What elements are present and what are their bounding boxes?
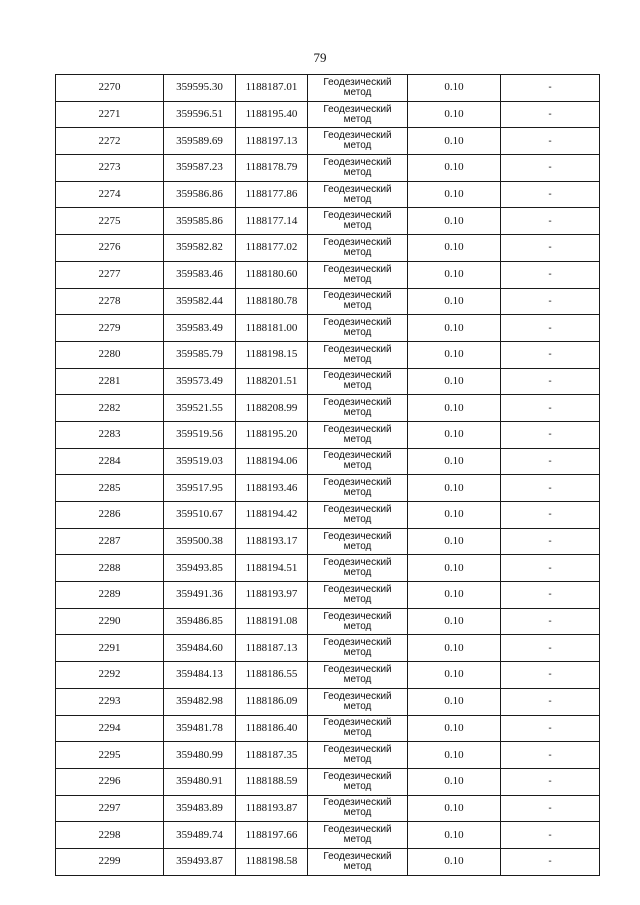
accuracy-cell: 0.10 <box>408 608 501 635</box>
point-number-cell: 2284 <box>56 448 164 475</box>
table-row <box>56 742 600 769</box>
x-coordinate-cell: 359493.85 <box>164 555 236 582</box>
note-cell: - <box>501 235 600 262</box>
accuracy-cell: 0.10 <box>408 288 501 315</box>
table-row <box>56 768 600 795</box>
method-label-line2: метод <box>343 380 372 392</box>
x-coordinate-cell: 359491.36 <box>164 582 236 609</box>
method-label-line1: Геодезический <box>323 717 392 729</box>
accuracy-cell: 0.10 <box>408 795 501 822</box>
x-coordinate-cell: 359583.46 <box>164 261 236 288</box>
x-coordinate-cell: 359484.60 <box>164 635 236 662</box>
table-row <box>56 181 600 208</box>
x-coordinate-cell: 359480.91 <box>164 768 236 795</box>
note-cell: - <box>501 582 600 609</box>
table-row <box>56 662 600 689</box>
y-coordinate-cell: 1188188.59 <box>236 768 308 795</box>
point-number-cell: 2280 <box>56 341 164 368</box>
point-number-cell: 2278 <box>56 288 164 315</box>
note-cell: - <box>501 315 600 342</box>
method-label-line1: Геодезический <box>323 423 392 435</box>
x-coordinate-cell: 359481.78 <box>164 715 236 742</box>
note-cell: - <box>501 128 600 155</box>
method-label-line1: Геодезический <box>323 156 392 168</box>
table-row <box>56 502 600 529</box>
y-coordinate-cell: 1188198.58 <box>236 848 308 875</box>
accuracy-cell: 0.10 <box>408 181 501 208</box>
x-coordinate-cell: 359582.82 <box>164 235 236 262</box>
accuracy-cell: 0.10 <box>408 448 501 475</box>
method-label-line1: Геодезический <box>323 343 392 355</box>
point-number-cell: 2274 <box>56 181 164 208</box>
method-label-line2: метод <box>343 647 372 659</box>
method-label-line1: Геодезический <box>323 503 392 515</box>
x-coordinate-cell: 359493.87 <box>164 848 236 875</box>
x-coordinate-cell: 359583.49 <box>164 315 236 342</box>
point-number-cell: 2275 <box>56 208 164 235</box>
y-coordinate-cell: 1188194.42 <box>236 502 308 529</box>
accuracy-cell: 0.10 <box>408 208 501 235</box>
x-coordinate-cell: 359482.98 <box>164 688 236 715</box>
table-row <box>56 368 600 395</box>
method-cell <box>308 822 408 849</box>
method-label-line1: Геодезический <box>323 130 392 142</box>
point-number-cell: 2289 <box>56 582 164 609</box>
y-coordinate-cell: 1188178.79 <box>236 155 308 182</box>
x-coordinate-cell: 359521.55 <box>164 395 236 422</box>
method-label-line1: Геодезический <box>323 690 392 702</box>
method-label-line2: метод <box>343 780 372 792</box>
note-cell: - <box>501 742 600 769</box>
table-row <box>56 235 600 262</box>
method-label-line1: Геодезический <box>323 770 392 782</box>
accuracy-cell: 0.10 <box>408 475 501 502</box>
method-label-line2: метод <box>343 860 372 872</box>
method-label-line1: Геодезический <box>323 530 392 542</box>
point-number-cell: 2286 <box>56 502 164 529</box>
note-cell: - <box>501 75 600 102</box>
note-cell: - <box>501 475 600 502</box>
x-coordinate-cell: 359519.03 <box>164 448 236 475</box>
accuracy-cell: 0.10 <box>408 688 501 715</box>
method-label-line1: Геодезический <box>323 397 392 409</box>
method-label-line1: Геодезический <box>323 450 392 462</box>
point-number-cell: 2282 <box>56 395 164 422</box>
method-label-line1: Геодезический <box>323 317 392 329</box>
y-coordinate-cell: 1188180.78 <box>236 288 308 315</box>
method-cell <box>308 181 408 208</box>
note-cell: - <box>501 288 600 315</box>
method-label-line1: Геодезический <box>323 850 392 862</box>
method-label-line2: метод <box>343 273 372 285</box>
method-cell <box>308 608 408 635</box>
point-number-cell: 2293 <box>56 688 164 715</box>
y-coordinate-cell: 1188208.99 <box>236 395 308 422</box>
y-coordinate-cell: 1188198.15 <box>236 341 308 368</box>
accuracy-cell: 0.10 <box>408 635 501 662</box>
x-coordinate-cell: 359585.79 <box>164 341 236 368</box>
note-cell: - <box>501 635 600 662</box>
table-row <box>56 315 600 342</box>
accuracy-cell: 0.10 <box>408 715 501 742</box>
method-label-line2: метод <box>343 540 372 552</box>
method-label-line1: Геодезический <box>323 210 392 222</box>
table-row <box>56 822 600 849</box>
y-coordinate-cell: 1188186.09 <box>236 688 308 715</box>
method-cell <box>308 341 408 368</box>
table-row <box>56 555 600 582</box>
point-number-cell: 2296 <box>56 768 164 795</box>
method-label-line2: метод <box>343 353 372 365</box>
y-coordinate-cell: 1188197.66 <box>236 822 308 849</box>
method-label-line1: Геодезический <box>323 797 392 809</box>
point-number-cell: 2273 <box>56 155 164 182</box>
method-label-line1: Геодезический <box>323 824 392 836</box>
note-cell: - <box>501 608 600 635</box>
method-label-line1: Геодезический <box>323 637 392 649</box>
method-label-line2: метод <box>343 700 372 712</box>
y-coordinate-cell: 1188193.17 <box>236 528 308 555</box>
note-cell: - <box>501 768 600 795</box>
table-row <box>56 288 600 315</box>
accuracy-cell: 0.10 <box>408 368 501 395</box>
accuracy-cell: 0.10 <box>408 768 501 795</box>
method-cell <box>308 101 408 128</box>
accuracy-cell: 0.10 <box>408 128 501 155</box>
note-cell: - <box>501 261 600 288</box>
method-label-line1: Геодезический <box>323 76 392 88</box>
note-cell: - <box>501 528 600 555</box>
x-coordinate-cell: 359596.51 <box>164 101 236 128</box>
method-label-line2: метод <box>343 834 372 846</box>
table-row <box>56 395 600 422</box>
method-label-line1: Геодезический <box>323 610 392 622</box>
note-cell: - <box>501 208 600 235</box>
method-cell <box>308 475 408 502</box>
point-number-cell: 2283 <box>56 421 164 448</box>
method-cell <box>308 688 408 715</box>
method-label-line2: метод <box>343 246 372 258</box>
method-label-line2: метод <box>343 620 372 632</box>
y-coordinate-cell: 1188193.46 <box>236 475 308 502</box>
method-label-line2: метод <box>343 220 372 232</box>
accuracy-cell: 0.10 <box>408 528 501 555</box>
note-cell: - <box>501 368 600 395</box>
method-cell <box>308 128 408 155</box>
note-cell: - <box>501 101 600 128</box>
note-cell: - <box>501 662 600 689</box>
accuracy-cell: 0.10 <box>408 742 501 769</box>
y-coordinate-cell: 1188191.08 <box>236 608 308 635</box>
point-number-cell: 2299 <box>56 848 164 875</box>
method-cell <box>308 395 408 422</box>
y-coordinate-cell: 1188177.14 <box>236 208 308 235</box>
method-cell <box>308 582 408 609</box>
point-number-cell: 2287 <box>56 528 164 555</box>
x-coordinate-cell: 359595.30 <box>164 75 236 102</box>
x-coordinate-cell: 359510.67 <box>164 502 236 529</box>
accuracy-cell: 0.10 <box>408 235 501 262</box>
method-cell <box>308 662 408 689</box>
point-number-cell: 2277 <box>56 261 164 288</box>
method-cell <box>308 848 408 875</box>
y-coordinate-cell: 1188194.06 <box>236 448 308 475</box>
method-label-line2: метод <box>343 807 372 819</box>
y-coordinate-cell: 1188201.51 <box>236 368 308 395</box>
point-number-cell: 2291 <box>56 635 164 662</box>
method-cell <box>308 155 408 182</box>
method-label-line2: метод <box>343 166 372 178</box>
y-coordinate-cell: 1188177.02 <box>236 235 308 262</box>
point-number-cell: 2271 <box>56 101 164 128</box>
method-label-line1: Геодезический <box>323 263 392 275</box>
y-coordinate-cell: 1188180.60 <box>236 261 308 288</box>
y-coordinate-cell: 1188181.00 <box>236 315 308 342</box>
method-label-line1: Геодезический <box>323 236 392 248</box>
method-label-line2: метод <box>343 673 372 685</box>
y-coordinate-cell: 1188194.51 <box>236 555 308 582</box>
page-number: 79 <box>313 50 327 65</box>
table-row <box>56 688 600 715</box>
method-label-line2: метод <box>343 433 372 445</box>
method-label-line2: метод <box>343 327 372 339</box>
method-cell <box>308 368 408 395</box>
note-cell: - <box>501 822 600 849</box>
point-number-cell: 2270 <box>56 75 164 102</box>
method-cell <box>308 261 408 288</box>
x-coordinate-cell: 359582.44 <box>164 288 236 315</box>
x-coordinate-cell: 359484.13 <box>164 662 236 689</box>
point-number-cell: 2288 <box>56 555 164 582</box>
point-number-cell: 2279 <box>56 315 164 342</box>
accuracy-cell: 0.10 <box>408 261 501 288</box>
x-coordinate-cell: 359486.85 <box>164 608 236 635</box>
table-row <box>56 75 600 102</box>
method-cell <box>308 555 408 582</box>
method-label-line2: метод <box>343 113 372 125</box>
table-row <box>56 528 600 555</box>
x-coordinate-cell: 359573.49 <box>164 368 236 395</box>
method-label-line1: Геодезический <box>323 103 392 115</box>
note-cell: - <box>501 421 600 448</box>
x-coordinate-cell: 359585.86 <box>164 208 236 235</box>
accuracy-cell: 0.10 <box>408 582 501 609</box>
accuracy-cell: 0.10 <box>408 155 501 182</box>
note-cell: - <box>501 395 600 422</box>
point-number-cell: 2295 <box>56 742 164 769</box>
x-coordinate-cell: 359480.99 <box>164 742 236 769</box>
accuracy-cell: 0.10 <box>408 395 501 422</box>
method-cell <box>308 502 408 529</box>
y-coordinate-cell: 1188186.55 <box>236 662 308 689</box>
table-row <box>56 608 600 635</box>
y-coordinate-cell: 1188195.40 <box>236 101 308 128</box>
x-coordinate-cell: 359489.74 <box>164 822 236 849</box>
note-cell: - <box>501 688 600 715</box>
method-cell <box>308 208 408 235</box>
point-number-cell: 2298 <box>56 822 164 849</box>
table-row <box>56 261 600 288</box>
method-label-line1: Геодезический <box>323 477 392 489</box>
coordinates-table <box>55 74 600 876</box>
method-cell <box>308 235 408 262</box>
note-cell: - <box>501 155 600 182</box>
method-label-line1: Геодезический <box>323 557 392 569</box>
table-row <box>56 795 600 822</box>
method-label-line2: метод <box>343 86 372 98</box>
method-label-line2: метод <box>343 460 372 472</box>
table-row <box>56 421 600 448</box>
method-label-line2: метод <box>343 593 372 605</box>
note-cell: - <box>501 502 600 529</box>
y-coordinate-cell: 1188197.13 <box>236 128 308 155</box>
x-coordinate-cell: 359586.86 <box>164 181 236 208</box>
table-row <box>56 582 600 609</box>
method-label-line2: метод <box>343 487 372 499</box>
method-label-line2: метод <box>343 513 372 525</box>
method-label-line2: метод <box>343 727 372 739</box>
note-cell: - <box>501 555 600 582</box>
accuracy-cell: 0.10 <box>408 555 501 582</box>
method-label-line2: метод <box>343 754 372 766</box>
y-coordinate-cell: 1188193.87 <box>236 795 308 822</box>
method-cell <box>308 288 408 315</box>
method-cell <box>308 421 408 448</box>
method-label-line2: метод <box>343 567 372 579</box>
method-cell <box>308 528 408 555</box>
y-coordinate-cell: 1188187.13 <box>236 635 308 662</box>
table-row <box>56 155 600 182</box>
x-coordinate-cell: 359587.23 <box>164 155 236 182</box>
point-number-cell: 2292 <box>56 662 164 689</box>
table-row <box>56 341 600 368</box>
point-number-cell: 2276 <box>56 235 164 262</box>
table-row <box>56 101 600 128</box>
table-row <box>56 475 600 502</box>
accuracy-cell: 0.10 <box>408 341 501 368</box>
note-cell: - <box>501 181 600 208</box>
point-number-cell: 2294 <box>56 715 164 742</box>
note-cell: - <box>501 341 600 368</box>
method-label-line2: метод <box>343 407 372 419</box>
table-row <box>56 715 600 742</box>
accuracy-cell: 0.10 <box>408 421 501 448</box>
point-number-cell: 2290 <box>56 608 164 635</box>
accuracy-cell: 0.10 <box>408 848 501 875</box>
y-coordinate-cell: 1188187.35 <box>236 742 308 769</box>
accuracy-cell: 0.10 <box>408 315 501 342</box>
y-coordinate-cell: 1188195.20 <box>236 421 308 448</box>
x-coordinate-cell: 359500.38 <box>164 528 236 555</box>
method-label-line2: метод <box>343 300 372 312</box>
x-coordinate-cell: 359517.95 <box>164 475 236 502</box>
accuracy-cell: 0.10 <box>408 75 501 102</box>
accuracy-cell: 0.10 <box>408 502 501 529</box>
method-label-line2: метод <box>343 140 372 152</box>
method-cell <box>308 315 408 342</box>
method-cell <box>308 75 408 102</box>
note-cell: - <box>501 715 600 742</box>
y-coordinate-cell: 1188187.01 <box>236 75 308 102</box>
accuracy-cell: 0.10 <box>408 101 501 128</box>
note-cell: - <box>501 448 600 475</box>
table-row <box>56 635 600 662</box>
x-coordinate-cell: 359589.69 <box>164 128 236 155</box>
method-label-line1: Геодезический <box>323 290 392 302</box>
point-number-cell: 2285 <box>56 475 164 502</box>
table-row <box>56 448 600 475</box>
x-coordinate-cell: 359519.56 <box>164 421 236 448</box>
point-number-cell: 2272 <box>56 128 164 155</box>
method-cell <box>308 635 408 662</box>
note-cell: - <box>501 848 600 875</box>
x-coordinate-cell: 359483.89 <box>164 795 236 822</box>
table-row <box>56 848 600 875</box>
point-number-cell: 2297 <box>56 795 164 822</box>
accuracy-cell: 0.10 <box>408 662 501 689</box>
y-coordinate-cell: 1188193.97 <box>236 582 308 609</box>
method-label-line1: Геодезический <box>323 663 392 675</box>
method-label-line2: метод <box>343 193 372 205</box>
method-cell <box>308 795 408 822</box>
y-coordinate-cell: 1188177.86 <box>236 181 308 208</box>
y-coordinate-cell: 1188186.40 <box>236 715 308 742</box>
table-row <box>56 128 600 155</box>
method-cell <box>308 715 408 742</box>
table-row <box>56 208 600 235</box>
method-cell <box>308 768 408 795</box>
note-cell: - <box>501 795 600 822</box>
method-label-line1: Геодезический <box>323 370 392 382</box>
method-label-line1: Геодезический <box>323 583 392 595</box>
method-cell <box>308 448 408 475</box>
method-label-line1: Геодезический <box>323 183 392 195</box>
method-cell <box>308 742 408 769</box>
accuracy-cell: 0.10 <box>408 822 501 849</box>
point-number-cell: 2281 <box>56 368 164 395</box>
coordinates-table-body <box>56 75 600 876</box>
method-label-line1: Геодезический <box>323 744 392 756</box>
